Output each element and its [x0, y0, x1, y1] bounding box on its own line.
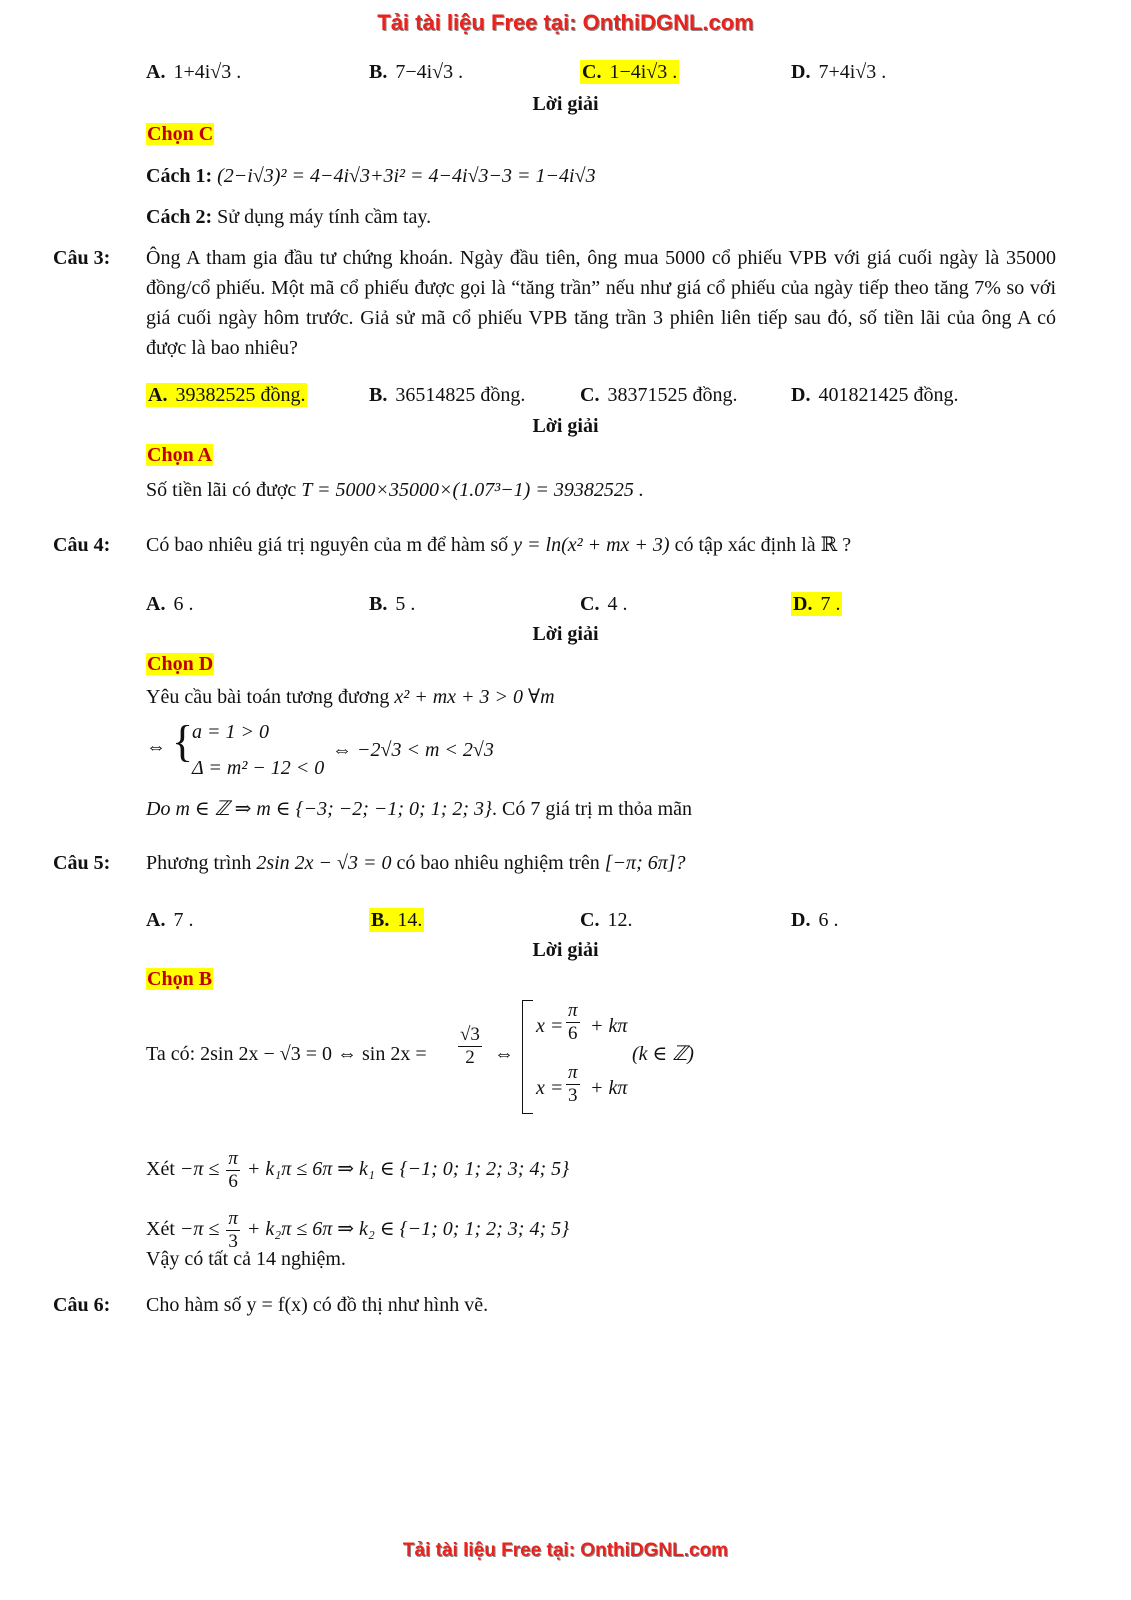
q4-option-b: B. 5 . [369, 593, 416, 615]
q5-text: Phương trình 2sin 2x − √3 = 0 có bao nhiêu nghiệm trên [−π; 6π]? [146, 852, 686, 874]
q4-option-d-correct: D. 7 . [793, 593, 841, 615]
q3-solution-heading: Lời giải [532, 415, 599, 437]
q5-k-condition: (k ∈ ℤ) [632, 1043, 694, 1065]
q4-label: Câu 4: [53, 534, 111, 556]
q2-option-d: D. 7+4i√3 . [791, 61, 887, 83]
q2-solution-heading: Lời giải [532, 93, 599, 115]
q5-option-b-correct: B. 14. [371, 909, 423, 931]
q5-ta-co: Ta có: 2sin 2x − √3 = 0 ⇔ sin 2x = [146, 1043, 427, 1065]
q4-solution-heading: Lời giải [532, 623, 599, 645]
q5-fraction-sqrt3-over-2: $\frac{√3}{2}$ [460, 1024, 480, 1068]
q3-option-d: D. 401821425 đồng. [791, 384, 959, 406]
q2-option-b: B. 7−4i√3 . [369, 61, 464, 83]
q5-solution-2-kpi: + kπ [590, 1077, 628, 1099]
q2-option-c-correct: C. 1−4i√3 . [582, 61, 678, 83]
q6-text: Cho hàm số y = f(x) có đồ thị như hình vẽ. [146, 1294, 489, 1316]
q5-answer-badge: Chọn B [147, 968, 213, 990]
q3-option-b: B. 36514825 đồng. [369, 384, 526, 406]
q2-method-1: Cách 1: (2−i√3)² = 4−4i√3+3i² = 4−4i√3−3 = 1−4i√3 [146, 165, 596, 187]
q5-option-a: A. 7 . [146, 909, 194, 931]
q5-solution-heading: Lời giải [532, 939, 599, 961]
q5-solution-1-frac: $\frac{\pi}{6}$ [568, 1000, 578, 1044]
q5-equivalent-sign: ⇔ [494, 1043, 514, 1065]
site-banner-bottom: Tải tài liệu Free tại: OnthiDGNL.com [402, 1540, 729, 1561]
q4-text: Có bao nhiêu giá trị nguyên của m để hàm số y = ln(x² + mx + 3) có tập xác định là ℝ ? [146, 534, 852, 556]
q2-answer-badge: Chọn C [147, 123, 214, 145]
q3-label: Câu 3: [53, 247, 111, 269]
q5-xet-1: Xét −π ≤ $\frac{\pi}{6}$ + k₁π ≤ 6π ⇒ k₁ ∈ {−1; 0; 1; 2; 3; 4; 5} [146, 1148, 570, 1192]
q6-label: Câu 6: [53, 1294, 111, 1316]
q4-solution-line-3: Do m ∈ ℤ ⇒ m ∈ {−3; −2; −1; 0; 1; 2; 3}. Có 7 giá trị m thỏa mãn [146, 798, 693, 820]
q5-solution-bracket [522, 1000, 533, 1114]
q5-solution-2-frac: $\frac{\pi}{3}$ [568, 1062, 578, 1106]
q3-option-a-correct: A. 39382525 đồng. [148, 384, 306, 406]
q5-option-c: C. 12. [580, 909, 633, 931]
q3-solution: Số tiền lãi có được T = 5000×35000×(1.07³−1) = 39382525 . [146, 479, 644, 501]
q5-solution-2-lhs: x = [536, 1077, 564, 1099]
q2-method-2: Cách 2: Sử dụng máy tính cầm tay. [146, 206, 432, 228]
q5-label: Câu 5: [53, 852, 111, 874]
q5-option-d: D. 6 . [791, 909, 839, 931]
q4-option-c: C. 4 . [580, 593, 628, 615]
q5-conclusion: Vậy có tất cả 14 nghiệm. [146, 1248, 346, 1270]
q3-text: Ông A tham gia đầu tư chứng khoán. Ngày đầu tiên, ông mua 5000 cổ phiếu VPB với giá cuối ngày là 35000 đồng/cổ phiếu. Một mã cổ phiếu được gọi là “tăng trần” nếu như giá cổ phiếu của ngày tiếp theo tăng 7% so với giá cuối ngày hôm trước. Giả sử mã cổ phiếu VPB tăng trần 3 phiên liên tiếp sau đó, số tiền lãi của ông A có được là bao nhiêu? [146, 247, 1056, 359]
q5-solution-1-kpi: + kπ [590, 1015, 628, 1037]
q2-option-a: A. 1+4i√3 . [146, 61, 242, 83]
q3-option-c: C. 38371525 đồng. [580, 384, 738, 406]
q5-xet-2: Xét −π ≤ $\frac{\pi}{3}$ + k₂π ≤ 6π ⇒ k₂ ∈ {−1; 0; 1; 2; 3; 4; 5} [146, 1208, 570, 1252]
q4-option-a: A. 6 . [146, 593, 194, 615]
q3-answer-badge: Chọn A [147, 444, 213, 466]
q4-solution-line-1: Yêu cầu bài toán tương đương x² + mx + 3 > 0 ∀m [146, 686, 555, 708]
q4-answer-badge: Chọn D [147, 653, 214, 675]
site-banner-top: Tải tài liệu Free tại: OnthiDGNL.com [377, 10, 754, 35]
q5-solution-1-lhs: x = [536, 1015, 564, 1037]
